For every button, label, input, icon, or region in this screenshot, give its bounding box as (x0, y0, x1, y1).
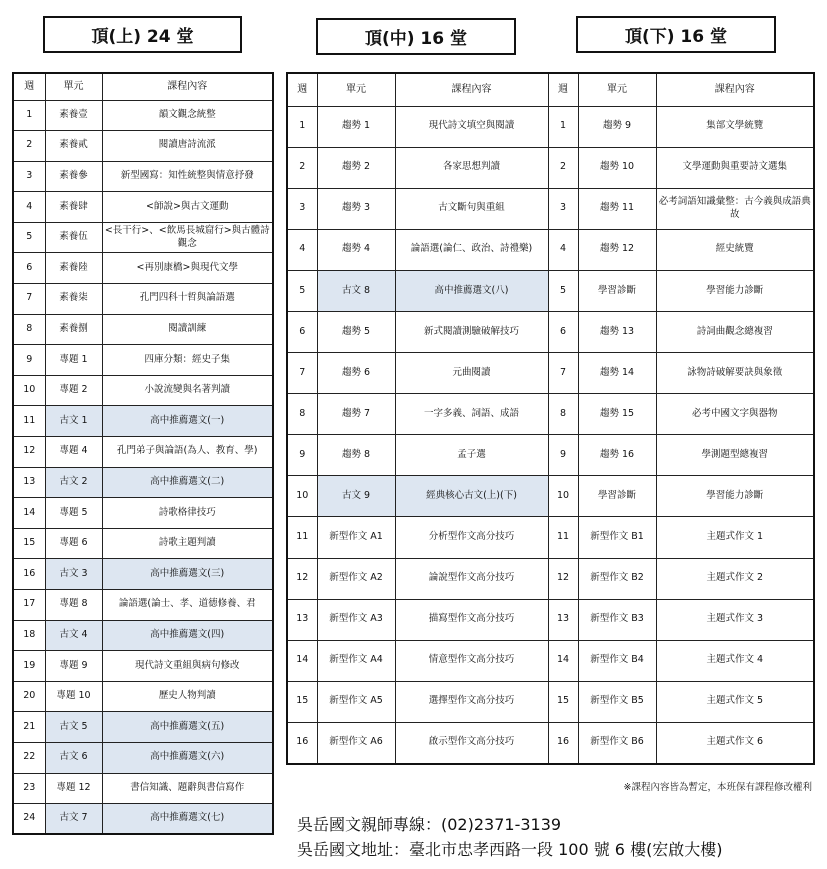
week-cell: 12 (13, 437, 45, 468)
table-row (13, 284, 273, 315)
unit-cell: 新型作文 A1 (317, 517, 395, 558)
week-cell: 14 (287, 640, 317, 681)
week-cell: 23 (13, 773, 45, 804)
table-row (13, 222, 273, 253)
content-cell: 高中推薦選文(六) (102, 742, 273, 773)
content-cell: 必考中國文字與器物 (656, 394, 814, 435)
content-cell: 經典核心古文(上)(下) (395, 476, 548, 517)
unit-cell: 趨勢 15 (578, 394, 656, 435)
unit-cell: 素養壹 (45, 100, 102, 131)
content-cell: 文學運動與重要詩文選集 (656, 147, 814, 188)
table-row (13, 528, 273, 559)
content-cell: 高中推薦選文(三) (102, 559, 273, 590)
unit-cell: 古文 8 (317, 270, 395, 311)
week-cell: 6 (13, 253, 45, 284)
unit-cell: 素養參 (45, 161, 102, 192)
table-row (287, 476, 814, 517)
unit-cell: 新型作文 A5 (317, 681, 395, 722)
content-cell: 論說型作文高分技巧 (395, 558, 548, 599)
table-row (287, 311, 814, 352)
title-top-middle: 頂(中) 16 堂 (316, 18, 516, 55)
week-cell: 8 (548, 394, 578, 435)
content-cell: 現代詩文填空與閱讀 (395, 106, 548, 147)
week-cell: 21 (13, 712, 45, 743)
unit-cell: 素養捌 (45, 314, 102, 345)
header-unit: 單元 (578, 73, 656, 106)
table-row (13, 345, 273, 376)
content-cell: 一字多義、詞語、成語 (395, 394, 548, 435)
week-cell: 13 (287, 599, 317, 640)
week-cell: 6 (548, 311, 578, 352)
content-cell: 主題式作文 5 (656, 681, 814, 722)
content-cell: 高中推薦選文(二) (102, 467, 273, 498)
content-cell: 必考詞語知識彙整：古今義與成語典故 (656, 188, 814, 229)
week-cell: 7 (13, 284, 45, 315)
week-cell: 2 (287, 147, 317, 188)
unit-cell: 專題 4 (45, 437, 102, 468)
table-row (13, 498, 273, 529)
week-cell: 3 (13, 161, 45, 192)
unit-cell: 趨勢 12 (578, 229, 656, 270)
content-cell: 詩詞曲觀念總複習 (656, 311, 814, 352)
content-cell: 分析型作文高分技巧 (395, 517, 548, 558)
week-cell: 8 (13, 314, 45, 345)
week-cell: 9 (287, 435, 317, 476)
week-cell: 3 (548, 188, 578, 229)
week-cell: 4 (13, 192, 45, 223)
unit-cell: 學習診斷 (578, 270, 656, 311)
table-row (13, 406, 273, 437)
table-row (287, 558, 814, 599)
table-row (287, 353, 814, 394)
table-row (287, 640, 814, 681)
header-week: 週 (287, 73, 317, 106)
week-cell: 7 (287, 353, 317, 394)
week-cell: 15 (548, 681, 578, 722)
table-row (287, 681, 814, 722)
week-cell: 12 (548, 558, 578, 599)
week-cell: 15 (13, 528, 45, 559)
week-cell: 5 (548, 270, 578, 311)
table-row (287, 147, 814, 188)
content-cell: 小說流變與名著判讀 (102, 375, 273, 406)
unit-cell: 新型作文 B2 (578, 558, 656, 599)
unit-cell: 趨勢 10 (578, 147, 656, 188)
unit-cell: 新型作文 A4 (317, 640, 395, 681)
content-cell: 選擇型作文高分技巧 (395, 681, 548, 722)
content-cell: 孔門弟子與論語(為人、教育、學) (102, 437, 273, 468)
content-cell: 新式閱讀測驗破解技巧 (395, 311, 548, 352)
unit-cell: 趨勢 3 (317, 188, 395, 229)
unit-cell: 古文 9 (317, 476, 395, 517)
unit-cell: 趨勢 8 (317, 435, 395, 476)
week-cell: 1 (548, 106, 578, 147)
content-cell: 高中推薦選文(八) (395, 270, 548, 311)
week-cell: 11 (287, 517, 317, 558)
table-row (13, 559, 273, 590)
table-header-row (13, 73, 273, 100)
week-cell: 2 (13, 131, 45, 162)
content-cell: 經史統覽 (656, 229, 814, 270)
unit-cell: 趨勢 6 (317, 353, 395, 394)
unit-cell: 專題 5 (45, 498, 102, 529)
week-cell: 19 (13, 651, 45, 682)
header-week: 週 (13, 73, 45, 100)
content-cell: 高中推薦選文(七) (102, 804, 273, 835)
week-cell: 3 (287, 188, 317, 229)
unit-cell: 學習診斷 (578, 476, 656, 517)
content-cell: 情意型作文高分技巧 (395, 640, 548, 681)
week-cell: 16 (287, 722, 317, 763)
title-top-upper: 頂(上) 24 堂 (43, 16, 242, 53)
table-row (13, 712, 273, 743)
unit-cell: 趨勢 1 (317, 106, 395, 147)
week-cell: 6 (287, 311, 317, 352)
header-unit: 單元 (317, 73, 395, 106)
content-cell: 論語選(論士、孝、道德修養、君 (102, 590, 273, 621)
content-cell: 學習能力診斷 (656, 476, 814, 517)
week-cell: 8 (287, 394, 317, 435)
content-cell: 各家思想判讀 (395, 147, 548, 188)
unit-cell: 素養陸 (45, 253, 102, 284)
content-cell: 主題式作文 1 (656, 517, 814, 558)
week-cell: 7 (548, 353, 578, 394)
week-cell: 16 (13, 559, 45, 590)
content-cell: 啟示型作文高分技巧 (395, 722, 548, 763)
week-cell: 20 (13, 681, 45, 712)
table-row (13, 131, 273, 162)
content-cell: <長干行>、<飲馬長城窟行>與古體詩觀念 (102, 222, 273, 253)
unit-cell: 專題 6 (45, 528, 102, 559)
header-week: 週 (548, 73, 578, 106)
content-cell: 新型國寫：知性統整與情意抒發 (102, 161, 273, 192)
unit-cell: 新型作文 B5 (578, 681, 656, 722)
contact-address: 吳岳國文地址：臺北市忠孝西路一段 100 號 6 樓(宏啟大樓) (297, 840, 723, 859)
content-cell: <師說>與古文運動 (102, 192, 273, 223)
table-row (287, 394, 814, 435)
week-cell: 16 (548, 722, 578, 763)
unit-cell: 古文 1 (45, 406, 102, 437)
table-row (287, 722, 814, 763)
header-content: 課程內容 (656, 73, 814, 106)
unit-cell: 古文 2 (45, 467, 102, 498)
week-cell: 10 (287, 476, 317, 517)
content-cell: <再別康橋>與現代文學 (102, 253, 273, 284)
week-cell: 5 (287, 270, 317, 311)
week-cell: 12 (287, 558, 317, 599)
unit-cell: 專題 8 (45, 590, 102, 621)
unit-cell: 新型作文 A2 (317, 558, 395, 599)
content-cell: 學習能力診斷 (656, 270, 814, 311)
table-row (287, 270, 814, 311)
week-cell: 18 (13, 620, 45, 651)
content-cell: 孔門四科十哲與論語選 (102, 284, 273, 315)
content-cell: 描寫型作文高分技巧 (395, 599, 548, 640)
table-row (13, 620, 273, 651)
unit-cell: 素養貳 (45, 131, 102, 162)
week-cell: 5 (13, 222, 45, 253)
table-row (13, 590, 273, 621)
content-cell: 主題式作文 4 (656, 640, 814, 681)
table-row (13, 651, 273, 682)
header-content: 課程內容 (395, 73, 548, 106)
table-header-row (287, 73, 814, 106)
week-cell: 13 (13, 467, 45, 498)
table-row (287, 517, 814, 558)
header-content: 課程內容 (102, 73, 273, 100)
table-row (287, 106, 814, 147)
table-row (13, 253, 273, 284)
week-cell: 11 (548, 517, 578, 558)
unit-cell: 專題 12 (45, 773, 102, 804)
unit-cell: 新型作文 A6 (317, 722, 395, 763)
week-cell: 4 (287, 229, 317, 270)
unit-cell: 新型作文 A3 (317, 599, 395, 640)
unit-cell: 新型作文 B1 (578, 517, 656, 558)
content-cell: 閱讀唐詩流派 (102, 131, 273, 162)
content-cell: 詠物詩破解要訣與象徵 (656, 353, 814, 394)
week-cell: 2 (548, 147, 578, 188)
week-cell: 1 (13, 100, 45, 131)
table-row (287, 435, 814, 476)
header-unit: 單元 (45, 73, 102, 100)
table-row (13, 314, 273, 345)
unit-cell: 趨勢 7 (317, 394, 395, 435)
unit-cell: 專題 1 (45, 345, 102, 376)
unit-cell: 新型作文 B3 (578, 599, 656, 640)
week-cell: 24 (13, 804, 45, 835)
week-cell: 4 (548, 229, 578, 270)
content-cell: 韻文觀念統整 (102, 100, 273, 131)
unit-cell: 趨勢 11 (578, 188, 656, 229)
content-cell: 詩歌主題判讀 (102, 528, 273, 559)
content-cell: 現代詩文重組與病句修改 (102, 651, 273, 682)
content-cell: 集部文學統覽 (656, 106, 814, 147)
unit-cell: 古文 7 (45, 804, 102, 835)
table-row (13, 804, 273, 835)
table-row (13, 375, 273, 406)
week-cell: 17 (13, 590, 45, 621)
content-cell: 詩歌格律技巧 (102, 498, 273, 529)
table-row (13, 742, 273, 773)
week-cell: 1 (287, 106, 317, 147)
week-cell: 11 (13, 406, 45, 437)
title-top-lower: 頂(下) 16 堂 (576, 16, 776, 53)
content-cell: 閱讀訓練 (102, 314, 273, 345)
unit-cell: 趨勢 14 (578, 353, 656, 394)
unit-cell: 趨勢 2 (317, 147, 395, 188)
table-row (287, 188, 814, 229)
disclaimer-note: ※課程內容皆為暫定，本班保有課程修改權利 (623, 782, 812, 793)
content-cell: 主題式作文 3 (656, 599, 814, 640)
unit-cell: 專題 10 (45, 681, 102, 712)
unit-cell: 素養肆 (45, 192, 102, 223)
content-cell: 高中推薦選文(四) (102, 620, 273, 651)
table-row (287, 599, 814, 640)
table-row (13, 773, 273, 804)
schedule-table-upper (12, 72, 274, 835)
unit-cell: 新型作文 B6 (578, 722, 656, 763)
table-row (13, 100, 273, 131)
unit-cell: 古文 5 (45, 712, 102, 743)
content-cell: 論語選(論仁、政治、詩禮樂) (395, 229, 548, 270)
unit-cell: 趨勢 9 (578, 106, 656, 147)
week-cell: 10 (13, 375, 45, 406)
week-cell: 9 (13, 345, 45, 376)
table-row (13, 437, 273, 468)
content-cell: 書信知識、題辭與書信寫作 (102, 773, 273, 804)
week-cell: 9 (548, 435, 578, 476)
unit-cell: 專題 2 (45, 375, 102, 406)
table-row (13, 467, 273, 498)
table-row (13, 161, 273, 192)
unit-cell: 趨勢 13 (578, 311, 656, 352)
week-cell: 14 (548, 640, 578, 681)
content-cell: 孟子選 (395, 435, 548, 476)
table-row (13, 681, 273, 712)
unit-cell: 古文 6 (45, 742, 102, 773)
content-cell: 主題式作文 6 (656, 722, 814, 763)
unit-cell: 新型作文 B4 (578, 640, 656, 681)
table-row (13, 192, 273, 223)
content-cell: 高中推薦選文(一) (102, 406, 273, 437)
unit-cell: 趨勢 4 (317, 229, 395, 270)
content-cell: 歷史人物判讀 (102, 681, 273, 712)
content-cell: 四庫分類：經史子集 (102, 345, 273, 376)
unit-cell: 古文 4 (45, 620, 102, 651)
content-cell: 主題式作文 2 (656, 558, 814, 599)
unit-cell: 趨勢 16 (578, 435, 656, 476)
week-cell: 22 (13, 742, 45, 773)
week-cell: 10 (548, 476, 578, 517)
unit-cell: 趨勢 5 (317, 311, 395, 352)
content-cell: 學測題型總複習 (656, 435, 814, 476)
table-row (287, 229, 814, 270)
unit-cell: 素養柒 (45, 284, 102, 315)
content-cell: 元曲閱讀 (395, 353, 548, 394)
content-cell: 古文斷句與重組 (395, 188, 548, 229)
contact-phone: 吳岳國文親師專線：(02)2371-3139 (297, 815, 562, 834)
unit-cell: 素養伍 (45, 222, 102, 253)
unit-cell: 專題 9 (45, 651, 102, 682)
unit-cell: 古文 3 (45, 559, 102, 590)
week-cell: 13 (548, 599, 578, 640)
schedule-table-middle-lower (286, 72, 815, 765)
week-cell: 15 (287, 681, 317, 722)
week-cell: 14 (13, 498, 45, 529)
content-cell: 高中推薦選文(五) (102, 712, 273, 743)
